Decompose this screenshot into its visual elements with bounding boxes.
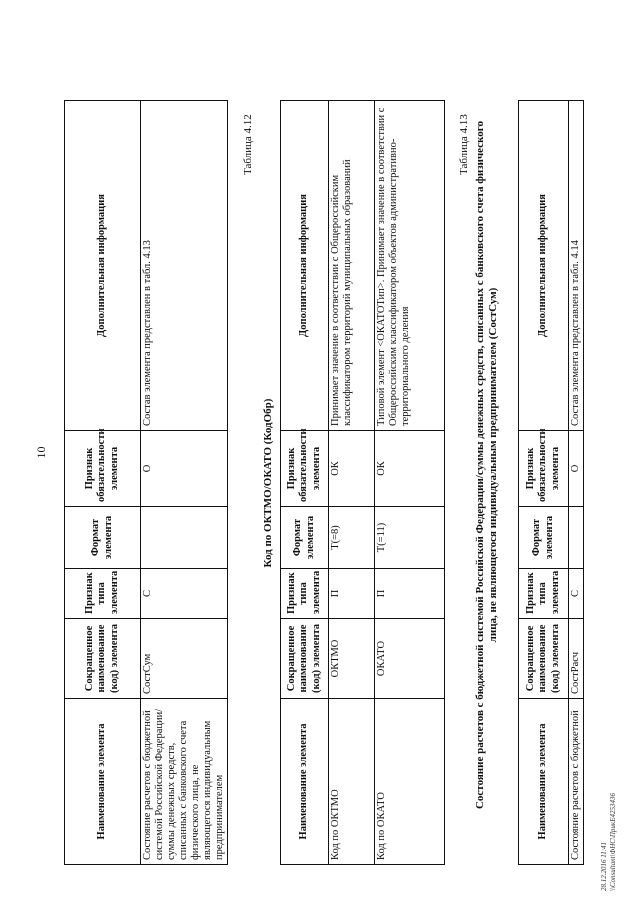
cell-code: СостСум <box>141 619 228 699</box>
stamp-path: \\Consultant\ФНС\ПрикЕ4253436 <box>609 793 617 891</box>
cell-format: T(=11) <box>375 507 445 569</box>
table-sostsum-ref <box>64 100 228 865</box>
header-format: Формат элемента <box>281 507 329 569</box>
cell-required: О <box>141 431 228 507</box>
table-title-kodobr: Код по ОКТМО/ОКАТО (КодОбр) <box>262 398 274 568</box>
cell-type: П <box>329 569 375 619</box>
header-type: Признак типа элемента <box>519 569 569 619</box>
header-name: Наименование элемента <box>65 699 141 865</box>
cell-required: ОК <box>375 431 445 507</box>
cell-type: С <box>141 569 228 619</box>
header-required: Признак обязательности элемента <box>65 431 141 507</box>
cell-code: ОКАТО <box>375 619 445 699</box>
header-info: Дополнительная информация <box>65 101 141 431</box>
table-header-row <box>519 101 569 865</box>
table-kodobr <box>280 100 445 865</box>
cell-format <box>141 507 228 569</box>
cell-info: Состав элемента представлен в табл. 4.13 <box>141 101 228 431</box>
header-info: Дополнительная информация <box>281 101 329 431</box>
table-header-row <box>281 101 329 865</box>
header-required: Признак обязательности элемента <box>519 431 569 507</box>
cell-code: ОКТМО <box>329 619 375 699</box>
cell-name: Код по ОКАТО <box>375 699 445 865</box>
table-sostsum <box>518 100 584 865</box>
cell-type: П <box>375 569 445 619</box>
cell-info: Принимает значение в соответствии с Общероссийским классификатором территорий муниципальных образований <box>329 101 375 431</box>
cell-format <box>569 507 584 569</box>
table-row <box>141 101 228 865</box>
header-type: Признак типа элемента <box>65 569 141 619</box>
cell-format: T(=8) <box>329 507 375 569</box>
cell-code: СостРасч <box>569 619 584 699</box>
cell-required: ОК <box>329 431 375 507</box>
table-row <box>329 101 375 865</box>
cell-name: Состояние расчетов с бюджетной <box>569 699 584 865</box>
cell-info: Типовой элемент <ОКАТОТип>. Принимает значение в соответствии с Общероссийским классификатором объектов административно-территориального деления <box>375 101 445 431</box>
header-code: Сокращенное наименование (код) элемента <box>519 619 569 699</box>
table-caption-4-12: Таблица 4.12 <box>242 114 254 175</box>
page-number: 10 <box>34 446 48 459</box>
header-name: Наименование элемента <box>281 699 329 865</box>
header-name: Наименование элемента <box>519 699 569 865</box>
cell-name: Код по ОКТМО <box>329 699 375 865</box>
cell-type: С <box>569 569 584 619</box>
header-format: Формат элемента <box>65 507 141 569</box>
print-stamp <box>600 793 618 891</box>
header-code: Сокращенное наименование (код) элемента <box>65 619 141 699</box>
header-info: Дополнительная информация <box>519 101 569 431</box>
table-row <box>569 101 584 865</box>
header-code: Сокращенное наименование (код) элемента <box>281 619 329 699</box>
stamp-datetime: 28.12.2016 11:41 <box>600 841 608 891</box>
header-required: Признак обязательности элемента <box>281 431 329 507</box>
table-header-row <box>65 101 141 865</box>
header-type: Признак типа элемента <box>281 569 329 619</box>
table-title-sostsum: Состояние расчетов с бюджетной системой Российской Федерации/суммы денежных средств, списанных с банковского счета физического лица, не являющегося индивидуальным предпринимателем (СостСум) <box>474 121 499 810</box>
table-caption-4-13: Таблица 4.13 <box>458 114 470 175</box>
cell-name: Состояние расчетов с бюджетной системой Российской Федерации/суммы денежных средств, списанных с банковского счета физического лица, не являющегося индивидуальным предпринимателем <box>141 699 228 865</box>
cell-info: Состав элемента представлен в табл. 4.14 <box>569 101 584 431</box>
table-row <box>375 101 445 865</box>
cell-required: О <box>569 431 584 507</box>
header-format: Формат элемента <box>519 507 569 569</box>
